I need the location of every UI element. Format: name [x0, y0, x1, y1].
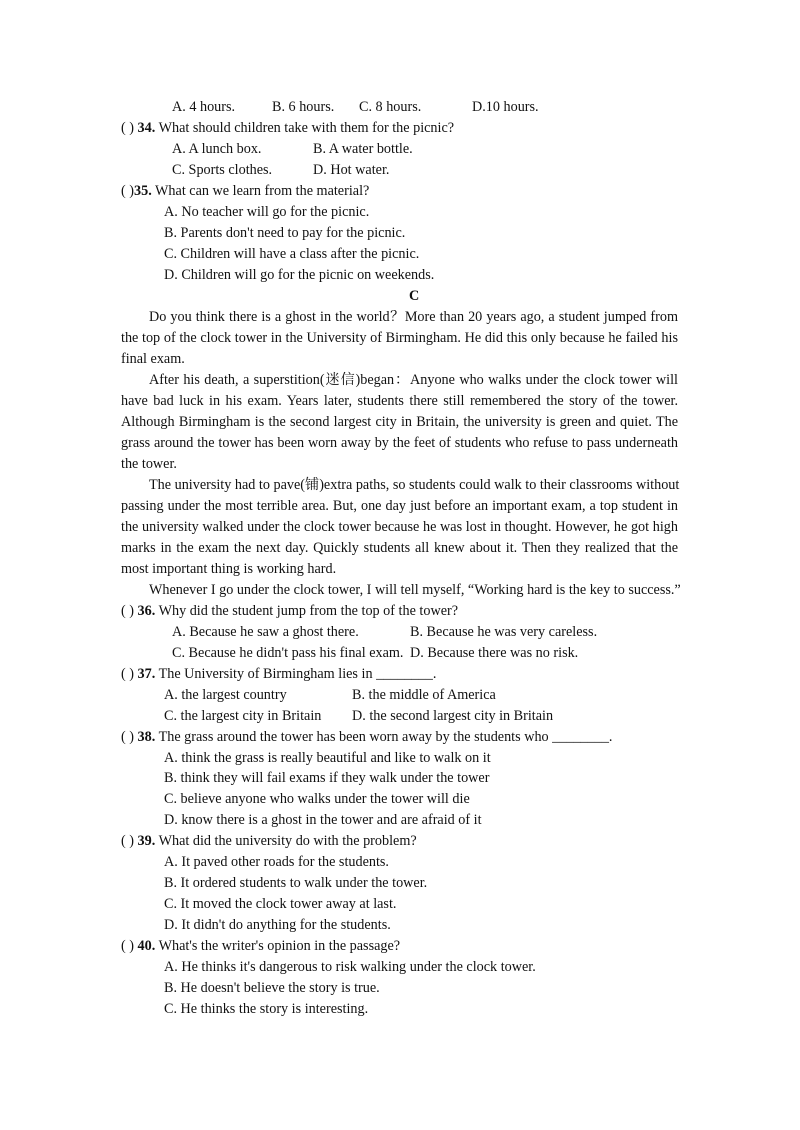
q33-option-b: B. 6 hours. [272, 99, 335, 115]
q37-option-b: B. the middle of America [352, 687, 496, 703]
question-37 [121, 664, 436, 684]
question-39 [121, 831, 417, 851]
q35-option-b: B. Parents don't need to pay for the picnic. [164, 225, 406, 241]
question-number: 40. [137, 938, 156, 954]
q40-option-b: B. He doesn't believe the story is true. [164, 980, 380, 996]
q33-option-d: D.10 hours. [472, 99, 539, 115]
answer-blank: ( ) [121, 183, 134, 199]
passage-p1-line1: Do you think there is a ghost in the world？More than 20 years ago, a student jumped from [149, 309, 678, 325]
q39-option-b: B. It ordered students to walk under the tower. [164, 875, 428, 891]
q33-option-a: A. 4 hours. [172, 99, 236, 115]
answer-blank: ( ) [121, 729, 134, 745]
answer-blank: ( ) [121, 603, 134, 619]
q37-option-d: D. the second largest city in Britain [352, 708, 554, 724]
question-stem: What did the university do with the problem? [158, 833, 417, 849]
question-40 [121, 936, 400, 956]
q38-option-a: A. think the grass is really beautiful and like to walk on it [164, 750, 491, 766]
passage-p2-line4: grass around the tower has been worn away by the feet of students who refuse to pass underneath [121, 435, 678, 451]
q37-option-c: C. the largest city in Britain [164, 708, 322, 724]
answer-blank: ( ) [121, 833, 134, 849]
question-number: 39. [137, 833, 156, 849]
passage-p3-line5: most important thing is working hard. [121, 561, 337, 577]
passage-p2-line2: have bad luck in his exam. Years later, students there still remembered the story of the tower. [121, 393, 678, 409]
q34-option-d: D. Hot water. [313, 162, 390, 178]
passage-p2-line3: Although Birmingham is the second largest city in Britain, the university is green and quiet. The [121, 414, 678, 430]
passage-p3-line4: marks in the exam the next day. Quickly students all knew about it. Then they realized that the [121, 540, 678, 556]
question-number: 37. [137, 666, 156, 682]
passage-p2-line5: the tower. [121, 456, 177, 472]
q38-option-b: B. think they will fail exams if they walk under the tower [164, 770, 490, 786]
q36-option-b: B. Because he was very careless. [410, 624, 598, 640]
question-38 [121, 727, 612, 747]
passage-p2-line1: After his death, a superstition(迷信)began：Anyone who walks under the clock tower will [149, 372, 678, 388]
question-number: 34. [137, 120, 156, 136]
q34-option-a: A. A lunch box. [172, 141, 262, 157]
passage-p3-line3: the university walked under the clock tower because he was lost in thought. However, he got high [121, 519, 678, 535]
q36-option-c: C. Because he didn't pass his final exam. [172, 645, 404, 661]
q36-option-a: A. Because he saw a ghost there. [172, 624, 359, 640]
q35-option-c: C. Children will have a class after the picnic. [164, 246, 420, 262]
passage-p1-line3: final exam. [121, 351, 185, 367]
q39-option-d: D. It didn't do anything for the students. [164, 917, 391, 933]
answer-blank: ( ) [121, 666, 134, 682]
question-stem: What's the writer's opinion in the passage? [158, 938, 401, 954]
q35-option-d: D. Children will go for the picnic on weekends. [164, 267, 435, 283]
question-35 [121, 181, 369, 201]
q38-option-d: D. know there is a ghost in the tower and are afraid of it [164, 812, 482, 828]
q37-option-a: A. the largest country [164, 687, 287, 703]
passage-p3-line2: passing under the most terrible area. But, one day just before an important exam, a top student in [121, 498, 678, 514]
q33-option-c: C. 8 hours. [359, 99, 422, 115]
q40-option-c: C. He thinks the story is interesting. [164, 1001, 369, 1017]
question-stem: The University of Birmingham lies in ________. [158, 666, 437, 682]
question-number: 36. [137, 603, 156, 619]
q39-option-c: C. It moved the clock tower away at last. [164, 896, 397, 912]
q39-option-a: A. It paved other roads for the students. [164, 854, 389, 870]
question-36 [121, 601, 458, 621]
q35-option-a: A. No teacher will go for the picnic. [164, 204, 370, 220]
q34-option-b: B. A water bottle. [313, 141, 413, 157]
question-stem: What should children take with them for the picnic? [158, 120, 455, 136]
answer-blank: ( ) [121, 120, 134, 136]
q36-option-d: D. Because there was no risk. [410, 645, 579, 661]
passage-p3-line1: The university had to pave(铺)extra paths, so students could walk to their classrooms without [149, 477, 680, 493]
passage-p4-line1: Whenever I go under the clock tower, I will tell myself, “Working hard is the key to success.” [149, 582, 681, 598]
answer-blank: ( ) [121, 938, 134, 954]
question-stem: The grass around the tower has been worn away by the students who ________. [158, 729, 613, 745]
question-stem: Why did the student jump from the top of the tower? [158, 603, 459, 619]
q38-option-c: C. believe anyone who walks under the tower will die [164, 791, 470, 807]
passage-p1-line2: the top of the clock tower in the University of Birmingham. He did this only because he failed his [121, 330, 678, 346]
question-stem: What can we learn from the material? [155, 183, 370, 199]
q40-option-a: A. He thinks it's dangerous to risk walking under the clock tower. [164, 959, 536, 975]
question-34 [121, 118, 454, 138]
q34-option-c: C. Sports clothes. [172, 162, 273, 178]
question-number: 35. [134, 183, 152, 199]
question-number: 38. [137, 729, 156, 745]
section-heading: C [409, 288, 420, 304]
